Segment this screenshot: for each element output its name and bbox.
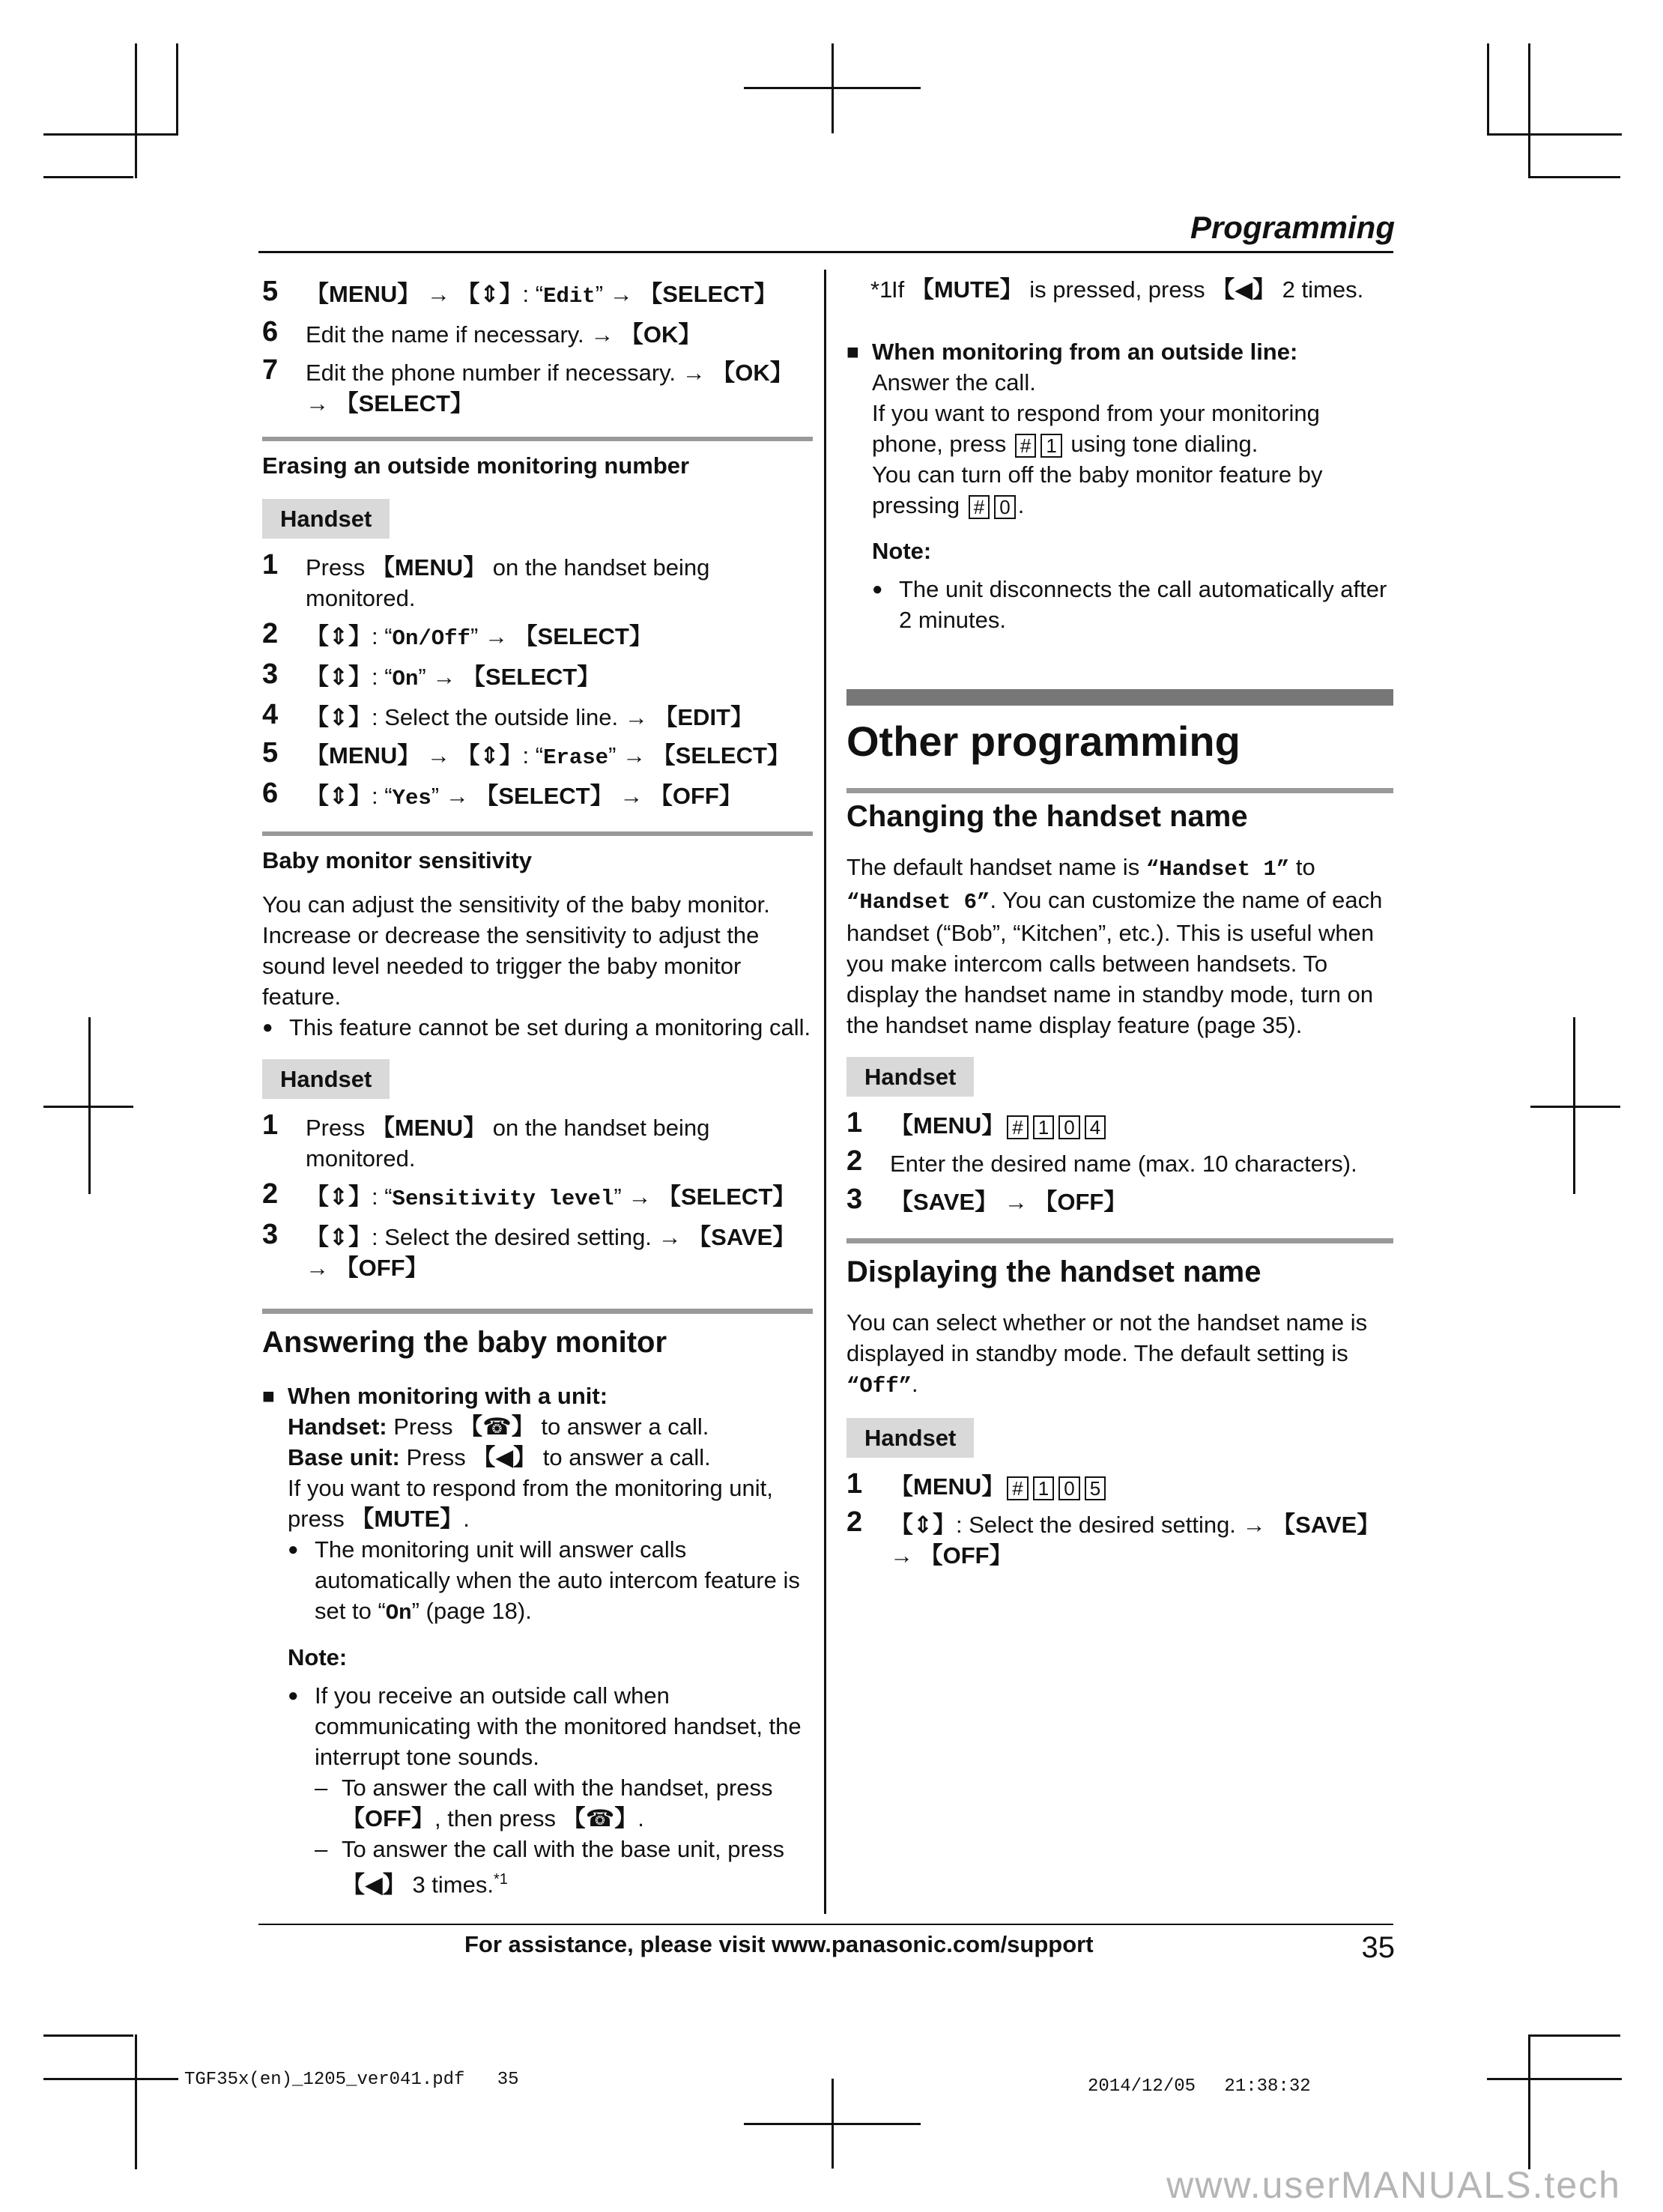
footnote: *1 If 【MUTE】 is pressed, press 【◀】 2 times. (870, 276, 1364, 303)
changing-step-2: 2 Enter the desired name (max. 10 characters). (846, 1145, 1357, 1177)
erase-step-4: 4 【⇕】: Select the outside line. → 【EDIT】 (262, 699, 754, 730)
assistance-text: For assistance, please visit www.panasonic.com/support (464, 1931, 1094, 1957)
talk-icon: ☎ (482, 1413, 512, 1440)
step-7: 7 Edit the phone number if necessary. → 【OK】 → 【SELECT】 (262, 354, 793, 416)
timestamp: 2014/12/05 21:38:32 (1088, 2076, 1311, 2097)
sensitivity-step-1: 1 Press 【MENU】 on the handset being monitored. (262, 1109, 710, 1172)
changing-body: The default handset name is “Handset 1” to “Handset 6”. You can customize the name of each handset (“Bob”, “Kitchen”, etc.). This is useful when you make intercom calls between handsets. To display the handset name in standby mode, turn on the handset name display feature (page 35). (846, 854, 1383, 1038)
step-6: 6 Edit the name if necessary. → 【OK】 (262, 316, 702, 348)
right-column-bottom (846, 802, 1393, 1578)
updown-arrow-icon: ⇕ (479, 281, 500, 307)
speaker-icon: ◀ (495, 1444, 514, 1470)
right-column-top (846, 274, 1393, 635)
erase-step-6: 6 【⇕】: “Yes” → 【SELECT】 → 【OFF】 (262, 778, 742, 810)
watermark: www.userMANUALS.tech (1166, 2164, 1621, 2206)
left-column (262, 276, 813, 1900)
other-programming-section (846, 689, 1393, 793)
outside-subheading: ■ When monitoring from an outside line: (846, 336, 1393, 367)
outside-section: Answer the call. If you want to respond from your monitoring phone, press # 1 using tone dialing. You can turn off the baby monitor feature by pressing # 0 . Note: ● The unit disconnects the call automatically after 2 minutes. (846, 367, 1393, 635)
footer-rule (258, 1924, 1393, 1925)
sensitivity-body: You can adjust the sensitivity of the baby monitor. Increase or decrease the sensitivity to adjust the sound level needed to trigger the baby monitor feature. (262, 891, 770, 1010)
updown-arrow-icon: ⇕ (329, 1184, 348, 1210)
speaker-icon: ◀ (1235, 276, 1253, 303)
displaying-step-2: 2 【⇕】: Select the desired setting. → 【SAVE】 → 【OFF】 (846, 1506, 1381, 1569)
changing-heading: Changing the handset name (846, 800, 1248, 833)
sensitivity-step-2: 2 【⇕】: “Sensitivity level” → 【SELECT】 (262, 1178, 796, 1211)
erase-heading: Erasing an outside monitoring number (262, 437, 813, 481)
column-divider (824, 270, 826, 1914)
erase-step-5: 5 【MENU】 → 【⇕】: “Erase” → 【SELECT】 (262, 737, 790, 770)
select-key: 【SELECT】 (639, 281, 778, 307)
file-name: TGF35x(en)_1205_ver041.pdf 35 (184, 2070, 519, 2090)
handset-tag: Handset (846, 1057, 974, 1097)
sensitivity-bullet: ● This feature cannot be set during a monitoring call. (262, 1012, 813, 1043)
updown-arrow-icon: ⇕ (329, 783, 348, 809)
section-bar (846, 689, 1393, 706)
sensitivity-step-3: 3 【⇕】: Select the desired setting. → 【SAVE】 → 【OFF】 (262, 1219, 796, 1281)
section-header: Programming (1190, 210, 1395, 245)
note-label: Note: (288, 1644, 348, 1670)
handset-tag: Handset (846, 1418, 974, 1458)
handset-tag: Handset (262, 1059, 390, 1099)
displaying-heading: Displaying the handset name (846, 1238, 1393, 1288)
displaying-step-1: 1 【MENU】 # 1 0 5 (846, 1471, 1393, 1502)
updown-arrow-icon: ⇕ (479, 742, 500, 769)
updown-key: 【⇕】 (456, 281, 523, 307)
erase-step-3: 3 【⇕】: “On” → 【SELECT】 (262, 658, 601, 691)
answering-heading: Answering the baby monitor (262, 1309, 813, 1358)
erase-step-2: 2 【⇕】: “On/Off” → 【SELECT】 (262, 618, 652, 651)
updown-arrow-icon: ⇕ (913, 1512, 933, 1538)
other-programming-title: Other programming (846, 718, 1393, 793)
erase-step-1: 1 Press 【MENU】 on the handset being monitored. (262, 549, 710, 611)
updown-arrow-icon: ⇕ (329, 1224, 348, 1250)
updown-arrow-icon: ⇕ (329, 704, 348, 730)
changing-step-1: 1 【MENU】 # 1 0 4 (846, 1110, 1393, 1141)
unit-subheading: ■ When monitoring with a unit: (262, 1381, 813, 1411)
speaker-icon: ◀ (365, 1871, 383, 1898)
talk-icon: ☎ (585, 1805, 615, 1831)
displaying-body: You can select whether or not the handset name is displayed in standby mode. The default setting is “Off”. (846, 1309, 1368, 1399)
header-rule (258, 251, 1393, 253)
sensitivity-heading: Baby monitor sensitivity (262, 831, 813, 876)
updown-arrow-icon: ⇕ (329, 623, 348, 649)
changing-step-3: 3 【SAVE】 → 【OFF】 (846, 1184, 1127, 1215)
updown-arrow-icon: ⇕ (329, 664, 348, 690)
step-5: 5 【MENU】 → 【⇕】: “Edit” → 【SELECT】 (262, 276, 778, 309)
page-number: 35 (1361, 1931, 1395, 1964)
unit-section: Handset: Press 【☎】 to answer a call. Base unit: Press 【◀】 to answer a call. If you want to respond from the monitoring unit, press 【MUTE】. ● The monitoring unit will answer calls automatically when the auto intercom feature is set to “On” (page 18). Note: ● If you receive an outside call when communicating with the monitored handset, the interrupt tone sounds. – To answer the call with the handset, press 【OFF】, then press 【☎】. – To answer the call with the base unit, press 【◀】 3 times.$^{*1}$ (262, 1411, 813, 1900)
menu-key: 【MENU】 (306, 281, 421, 307)
handset-tag: Handset (262, 499, 390, 539)
